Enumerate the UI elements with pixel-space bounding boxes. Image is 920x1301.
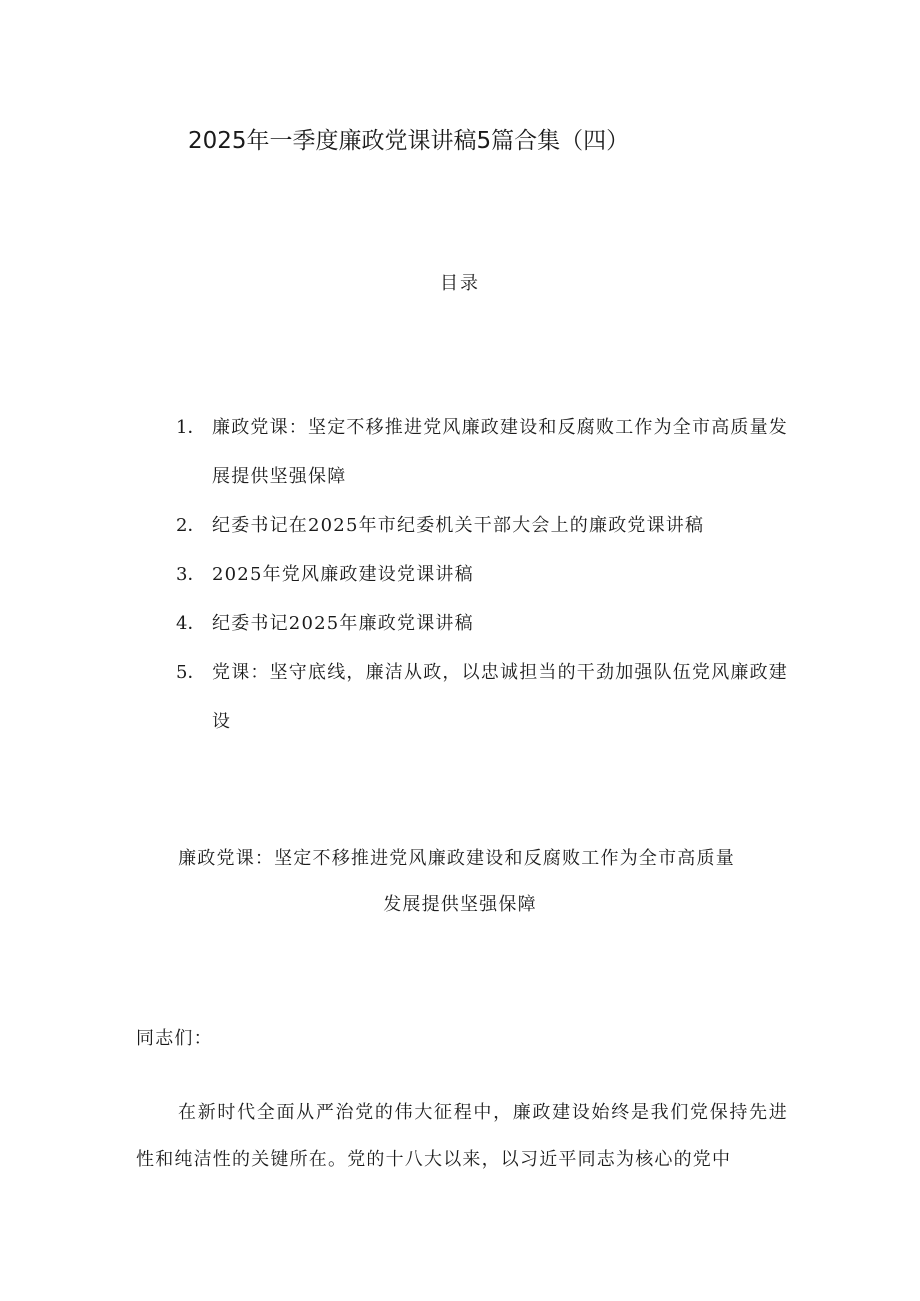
body-paragraph: 在新时代全面从严治党的伟大征程中，廉政建设始终是我们党保持先进性和纯洁性的关键所在。党的十八大以来，以习近平同志为核心的党中 (136, 1102, 788, 1170)
salutation: 同志们： (136, 1028, 213, 1049)
toc-item-text: 廉政党课：坚定不移推进党风廉政建设和反腐败工作为全市高质量发展提供坚强保障 (212, 417, 788, 487)
toc-item (176, 403, 796, 501)
toc-item (176, 550, 796, 599)
toc-item-number: 5． (176, 662, 206, 683)
toc-item-number: 4． (176, 613, 206, 634)
toc-heading: 目录 (440, 273, 480, 294)
section-title-line-1: 廉政党课：坚定不移推进党风廉政建设和反腐败工作为全市高质量 (178, 848, 735, 869)
toc-item (176, 501, 796, 550)
toc-item-text: 党课：坚守底线，廉洁从政，以忠诚担当的干劲加强队伍党风廉政建设 (212, 662, 788, 732)
toc-item-text: 2025年党风廉政建设党课讲稿 (212, 564, 474, 585)
toc-item (176, 648, 796, 746)
section-title-line-2: 发展提供坚强保障 (383, 894, 537, 915)
table-of-contents (176, 403, 796, 746)
toc-item-number: 3． (176, 564, 206, 585)
toc-item (176, 599, 796, 648)
toc-item-text: 纪委书记在2025年市纪委机关干部大会上的廉政党课讲稿 (212, 515, 705, 536)
toc-item-number: 2． (176, 515, 206, 536)
toc-item-text: 纪委书记2025年廉政党课讲稿 (212, 613, 474, 634)
toc-item-number: 1． (176, 417, 206, 438)
document-title: 2025年一季度廉政党课讲稿5篇合集（四） (188, 128, 630, 154)
section-title (0, 836, 920, 928)
